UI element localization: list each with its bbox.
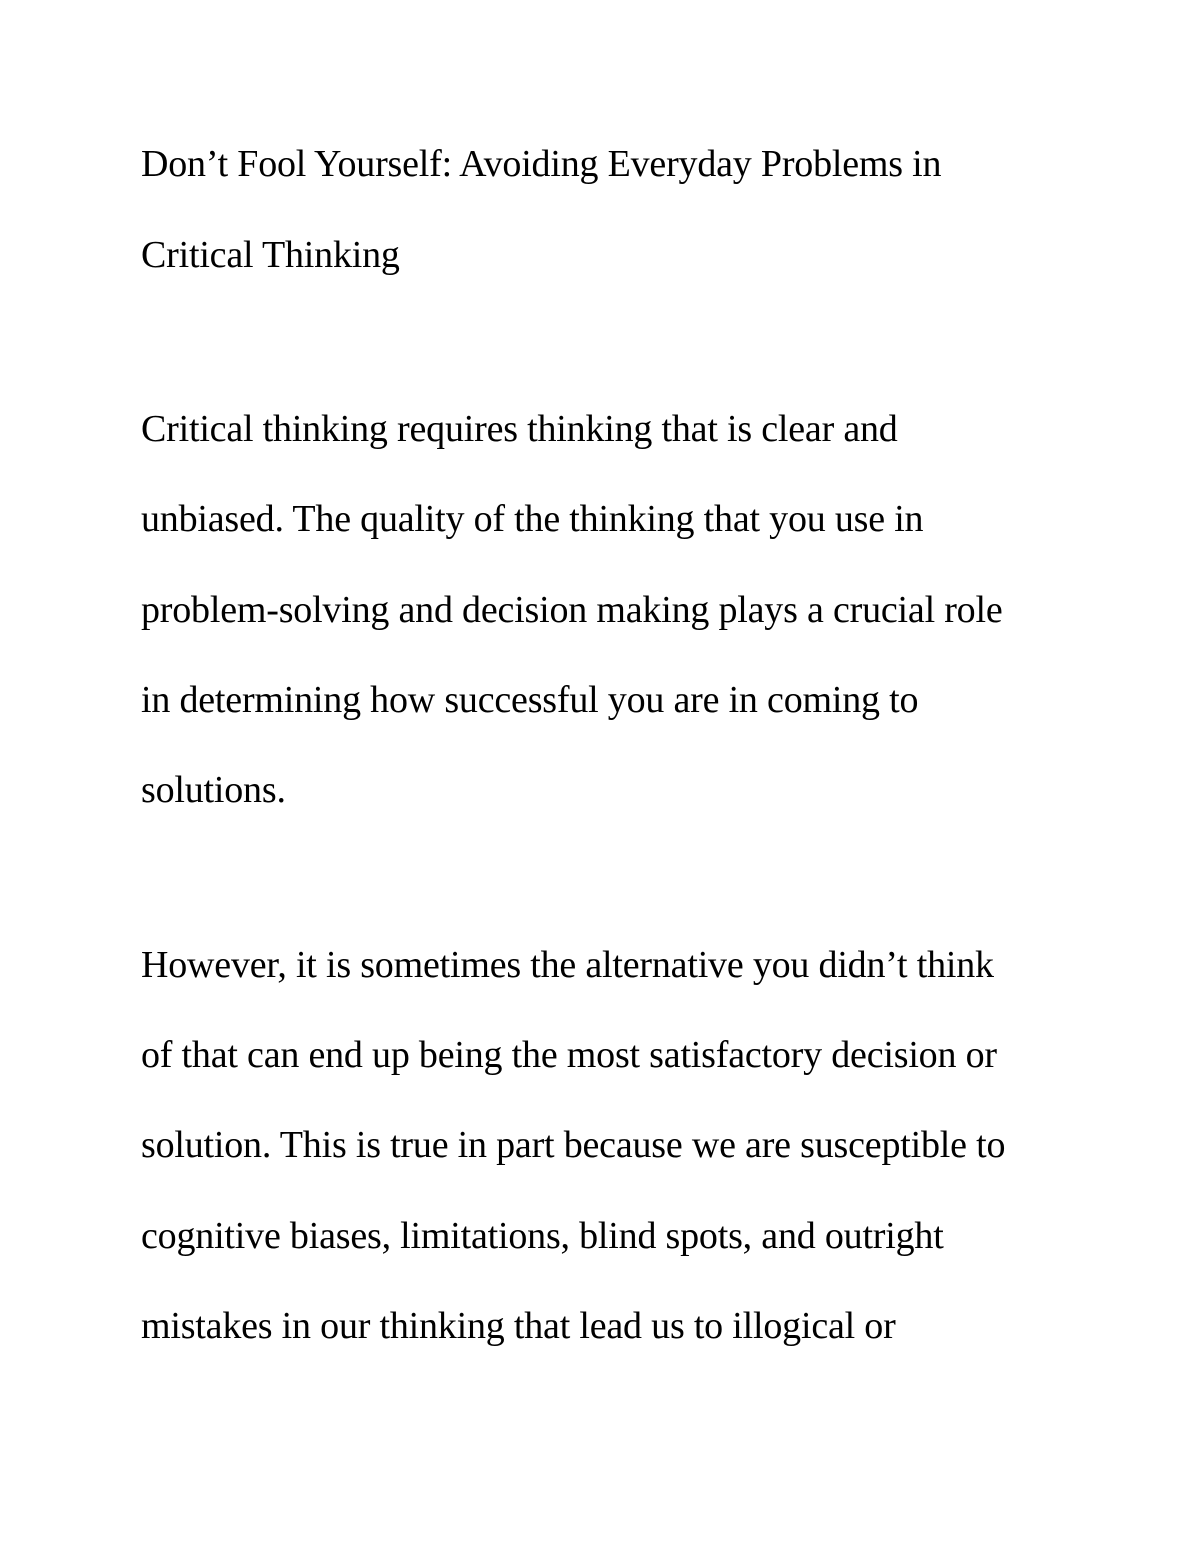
title-line: Don’t Fool Yourself: Avoiding Everyday Problems in [141,143,942,185]
paragraph-line: mistakes in our thinking that lead us to illogical or [141,1305,896,1347]
title-line: Critical Thinking [141,234,400,276]
paragraph-line: problem-solving and decision making plays a crucial role [141,589,1003,631]
paragraph-line: solution. This is true in part because we are susceptible to [141,1124,1006,1166]
paragraph-line: unbiased. The quality of the thinking that you use in [141,498,924,540]
paragraph-line: of that can end up being the most satisfactory decision or [141,1034,997,1076]
paragraph-line: Critical thinking requires thinking that is clear and [141,408,898,450]
paragraph-line: However, it is sometimes the alternative you didn’t think [141,944,994,986]
paragraph-line: cognitive biases, limitations, blind spots, and outright [141,1215,944,1257]
paragraph-line: in determining how successful you are in coming to [141,679,919,721]
paragraph-line: solutions. [141,769,286,811]
